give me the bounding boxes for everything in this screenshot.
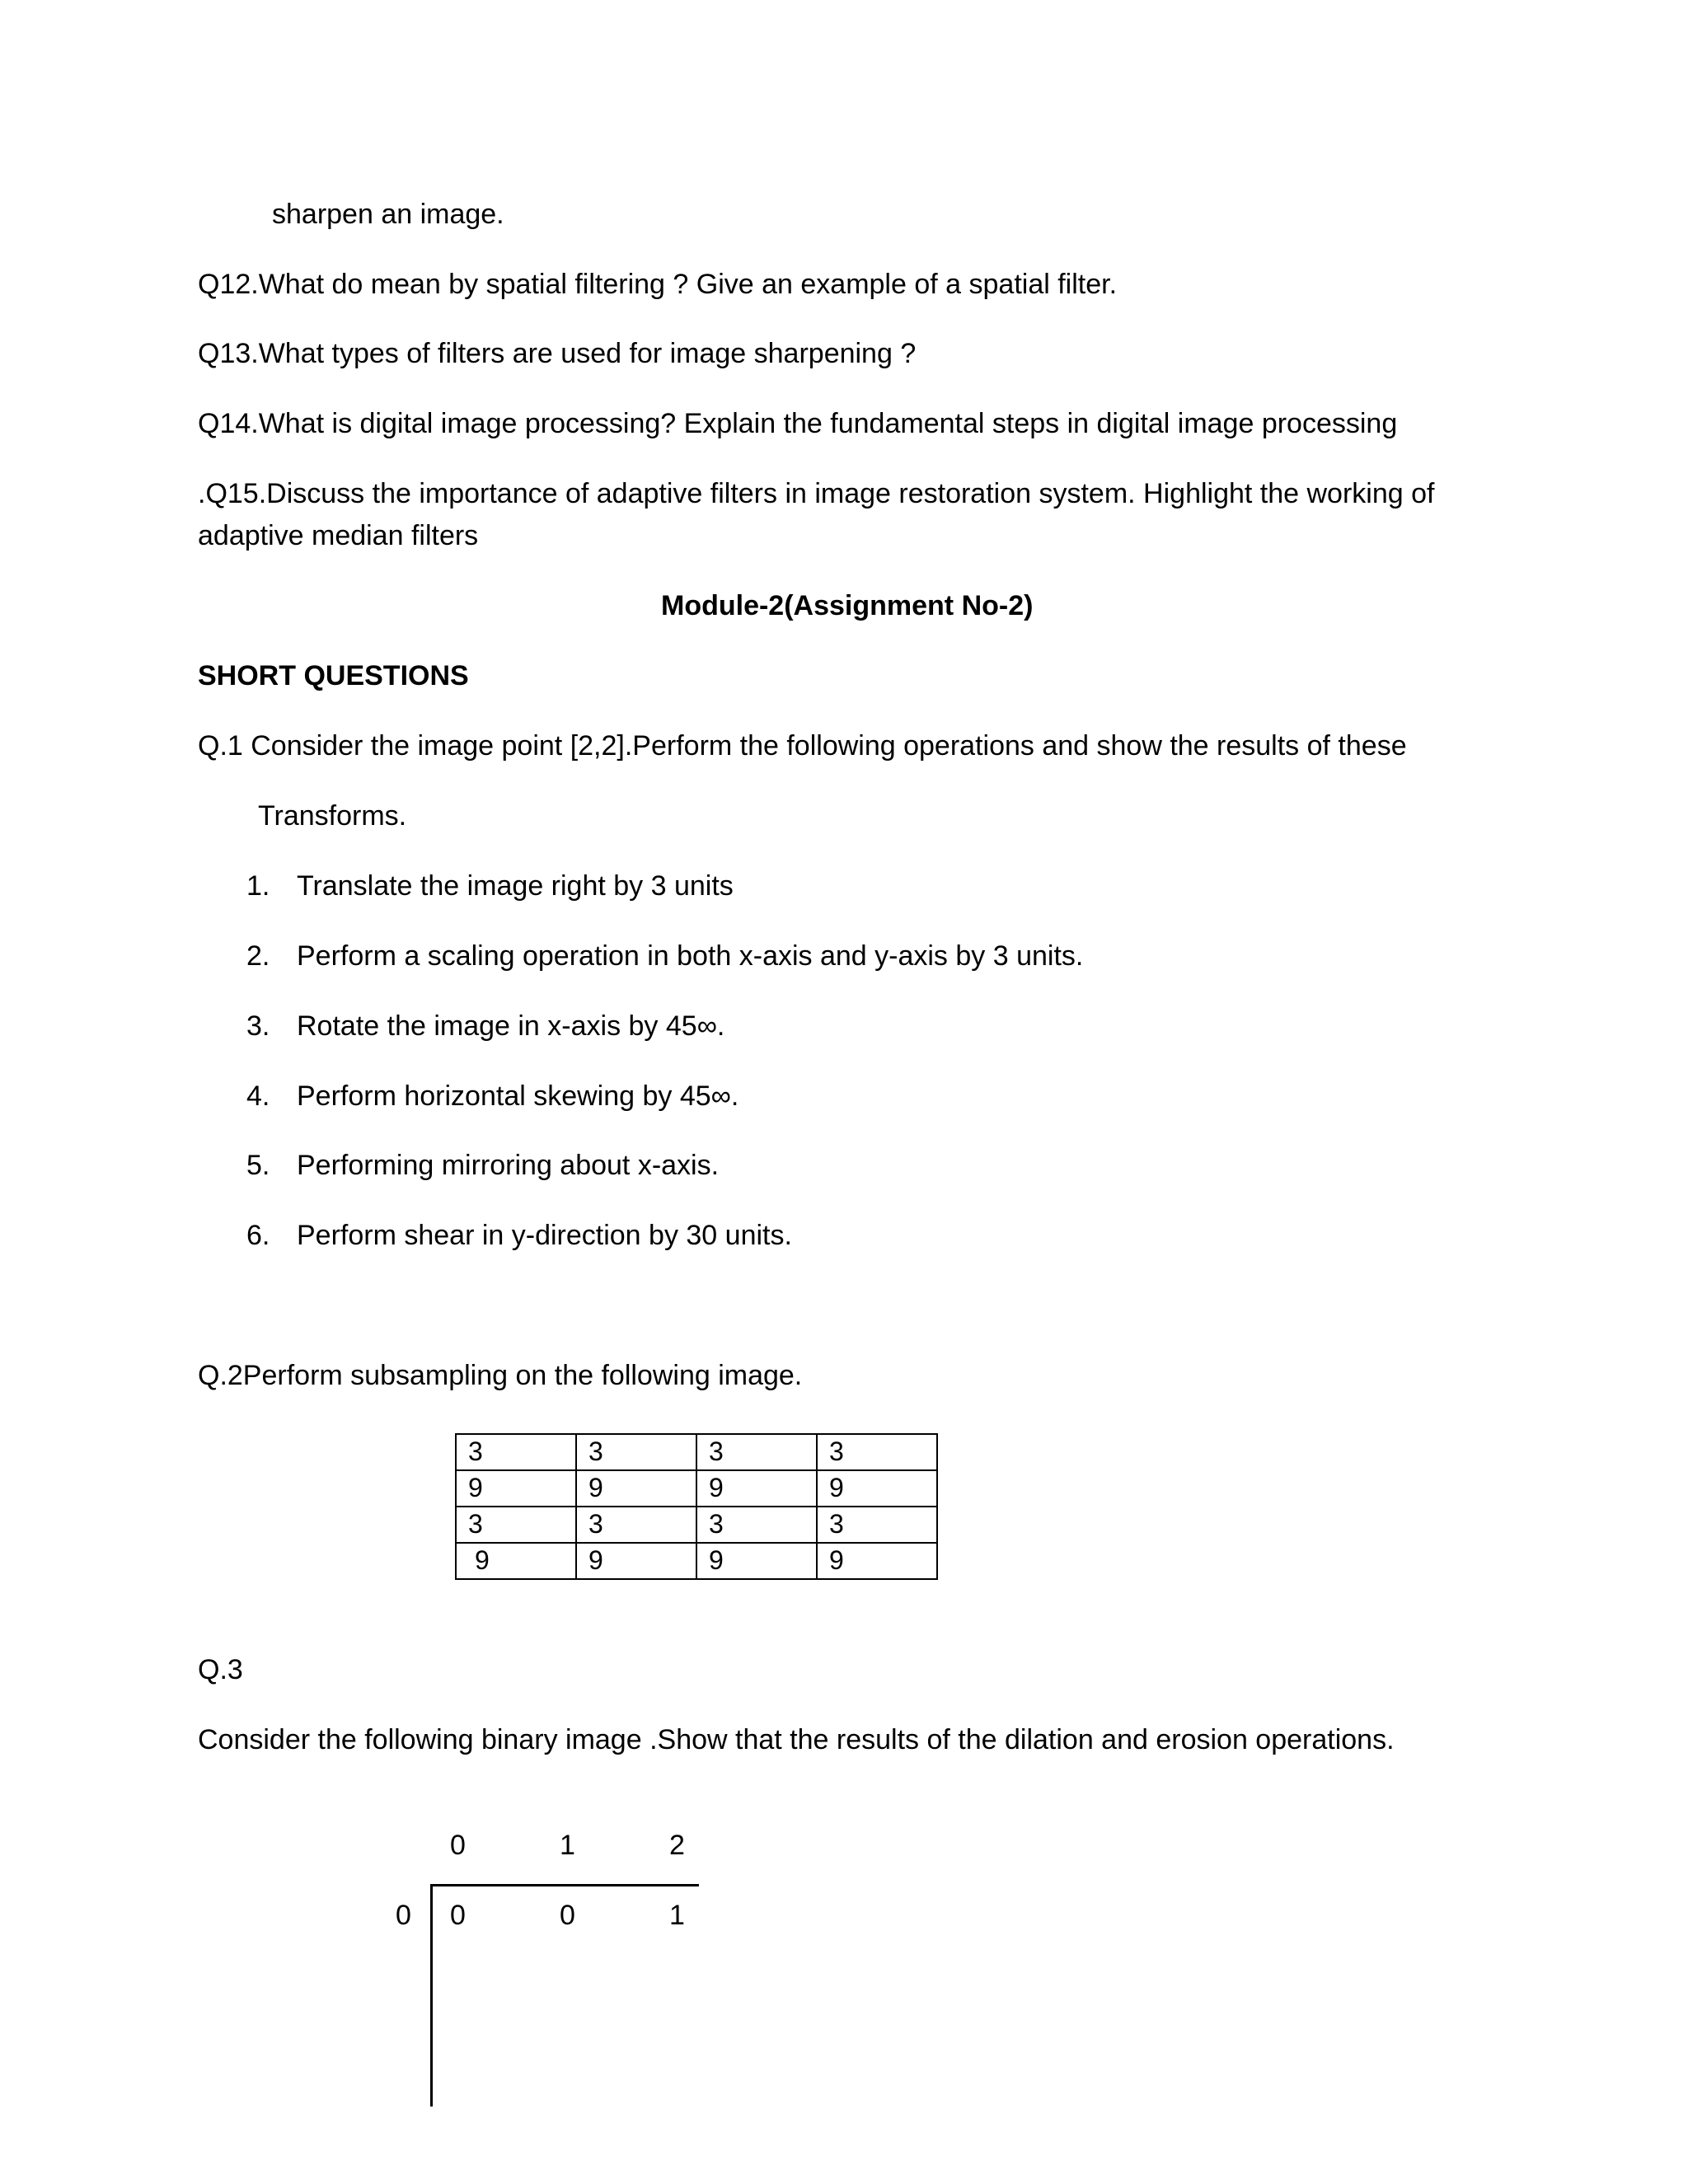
column-header: 2	[669, 1830, 685, 1861]
table-cell: 3	[456, 1507, 576, 1543]
subsampling-table	[455, 1433, 938, 1580]
table-row	[456, 1507, 937, 1543]
grid-cell: 1	[669, 1900, 685, 1931]
section-heading: SHORT QUESTIONS	[198, 660, 469, 691]
list-item-text: Performing mirroring about x-axis.	[297, 1150, 720, 1181]
question-3-label: Q.3	[198, 1654, 243, 1685]
table-row	[456, 1434, 937, 1470]
table-cell: 9	[576, 1470, 696, 1507]
question-1-continuation: Transforms.	[258, 800, 407, 832]
question-1: Q.1 Consider the image point [2,2].Perform the following operations and show the results of these	[198, 730, 1407, 762]
list-item-text: Rotate the image in x-axis by 45∞.	[297, 1010, 725, 1042]
question-14: Q14.What is digital image processing? Explain the fundamental steps in digital image processing	[198, 408, 1398, 439]
list-item-text: Perform a scaling operation in both x-axis and y-axis by 3 units.	[297, 940, 1084, 972]
grid-top-axis	[432, 1884, 699, 1886]
table-cell: 9	[456, 1470, 576, 1507]
table-row	[456, 1470, 937, 1507]
table-cell: 9	[696, 1543, 817, 1579]
list-number: 6.	[246, 1220, 270, 1251]
table-cell: 3	[817, 1507, 937, 1543]
list-number: 5.	[246, 1150, 270, 1181]
table-cell: 3	[576, 1507, 696, 1543]
table-cell: 9	[817, 1470, 937, 1507]
table-cell: 3	[817, 1434, 937, 1470]
table-cell: 9	[696, 1470, 817, 1507]
table-row	[456, 1543, 937, 1579]
continuation-line: sharpen an image.	[272, 199, 504, 230]
table-cell: 9	[456, 1543, 576, 1579]
table-cell: 3	[696, 1434, 817, 1470]
list-item-text: Translate the image right by 3 units	[297, 870, 734, 902]
grid-cell: 0	[560, 1900, 575, 1931]
question-3: Consider the following binary image .Show that the results of the dilation and erosion operations.	[198, 1724, 1395, 1755]
table-cell: 3	[576, 1434, 696, 1470]
table-cell: 3	[456, 1434, 576, 1470]
list-number: 2.	[246, 940, 270, 972]
column-header: 0	[450, 1830, 466, 1861]
table-cell: 3	[696, 1507, 817, 1543]
grid-left-axis	[430, 1884, 433, 2107]
list-number: 4.	[246, 1080, 270, 1112]
list-item-text: Perform horizontal skewing by 45∞.	[297, 1080, 739, 1112]
list-number: 1.	[246, 870, 270, 902]
list-number: 3.	[246, 1010, 270, 1042]
table-cell: 9	[576, 1543, 696, 1579]
row-header: 0	[396, 1900, 411, 1931]
list-item-text: Perform shear in y-direction by 30 units.	[297, 1220, 792, 1251]
grid-cell: 0	[450, 1900, 466, 1931]
question-2: Q.2Perform subsampling on the following image.	[198, 1360, 803, 1391]
question-15-line-2: adaptive median filters	[198, 520, 479, 551]
column-header: 1	[560, 1830, 575, 1861]
question-13: Q13.What types of filters are used for image sharpening ?	[198, 338, 917, 369]
question-15-line-1: .Q15.Discuss the importance of adaptive filters in image restoration system. Highlight the working of	[198, 478, 1435, 509]
question-12: Q12.What do mean by spatial filtering ? Give an example of a spatial filter.	[198, 269, 1118, 300]
table-cell: 9	[817, 1543, 937, 1579]
module-title: Module-2(Assignment No-2)	[661, 590, 1034, 621]
